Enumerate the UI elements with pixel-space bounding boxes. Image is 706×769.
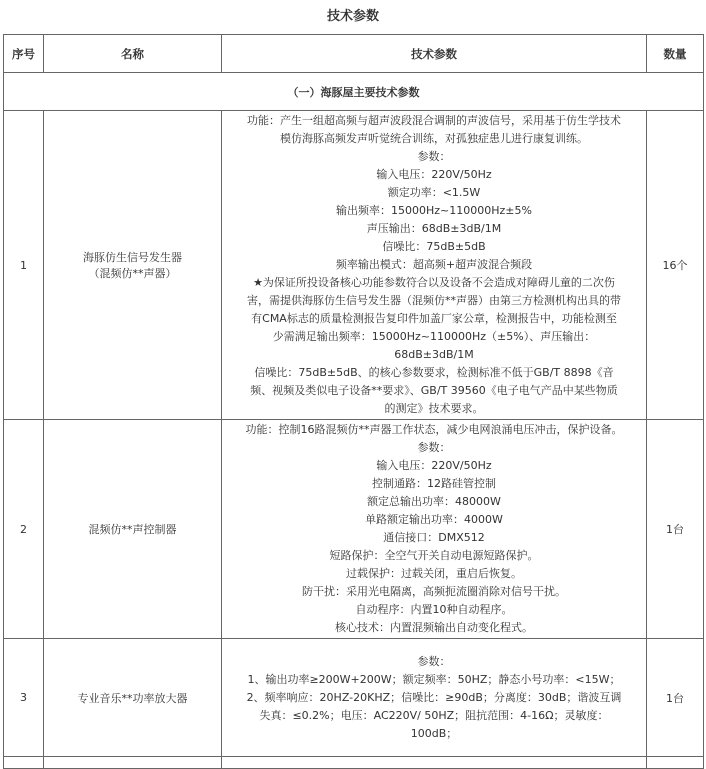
spec-line: 额定功率：<1.5W xyxy=(387,186,481,199)
table-header-row xyxy=(4,35,704,73)
spec-line: 功能：控制16路混频仿**声器工作状态，减少电网浪涌电压冲击，保护设备。 xyxy=(245,423,623,436)
spec-line: 输出频率：15000Hz~110000Hz±5% xyxy=(336,204,532,217)
cell-empty xyxy=(222,757,647,769)
row-spec xyxy=(222,639,647,757)
spec-line: 参数： xyxy=(417,654,451,668)
name-line: 海豚仿生信号发生器 xyxy=(83,251,182,264)
row-name xyxy=(44,639,222,757)
spec-line: 控制通路：12路硅管控制 xyxy=(372,477,496,490)
row-qty: 1台 xyxy=(647,420,704,639)
spec-table xyxy=(3,34,704,769)
spec-line: 2、频率响应：20HZ-20KHZ；信噪比：≥90dB；分离度：30dB；谐波互调 xyxy=(246,690,622,704)
spec-line: 100dB； xyxy=(410,726,458,740)
spec-line: 声压输出：68dB±3dB/1M xyxy=(366,222,502,235)
spec-line: 频、视频及类似电子设备**要求》、GB/T 39560《电子电气产品中某些物质 xyxy=(250,384,618,397)
header-qty: 数量 xyxy=(647,35,704,73)
spec-line: ★为保证所投设备核心功能参数符合以及设备不会造成对障碍儿童的二次伤 xyxy=(253,276,615,289)
table-row xyxy=(4,111,704,420)
row-spec xyxy=(222,111,647,420)
row-no: 2 xyxy=(4,420,44,639)
spec-line: 害，需提供海豚仿生信号发生器（混频仿**声器）由第三方检测机构出具的带 xyxy=(247,294,621,307)
spec-line: 参数： xyxy=(417,150,451,163)
spec-line: 有CMA标志的质量检测报告复印件加盖厂家公章，检测报告中，功能检测至 xyxy=(251,312,617,325)
page-title: 技术参数 xyxy=(326,9,379,24)
spec-line: 信噪比：75dB±5dB、的核心参数要求，检测标准不低于GB/T 8898《音 xyxy=(254,366,614,379)
spec-line: 频率输出模式：超高频+超声波混合频段 xyxy=(335,258,533,271)
spec-line: 防干扰：采用光电隔离，高频扼流圈消除对信号干扰。 xyxy=(302,585,566,598)
spec-line: 输入电压：220V/50Hz xyxy=(376,168,492,181)
cell-empty xyxy=(647,757,704,769)
table-row xyxy=(4,420,704,639)
name-line: （混频仿**声器） xyxy=(88,267,177,280)
section-title: （一）海豚屋主要技术参数 xyxy=(4,73,704,111)
spec-line: 核心技术：内置混频输出自动变化程式。 xyxy=(335,621,533,634)
spec-line: 失真：≤0.2%；电压：AC220V/ 50HZ；阻抗范围：4-16Ω；灵敏度： xyxy=(259,708,609,722)
spec-line: 信噪比：75dB±5dB xyxy=(382,240,486,253)
spec-line: 过载保护：过载关闭，重启后恢复。 xyxy=(346,567,522,580)
spec-line: 通信接口：DMX512 xyxy=(383,531,485,544)
row-name xyxy=(44,420,222,639)
spec-line: 参数： xyxy=(417,441,451,454)
spec-line: 少需满足输出频率：15000Hz~110000Hz（±5%）、声压输出： xyxy=(272,330,596,343)
row-spec xyxy=(222,420,647,639)
header-no: 序号 xyxy=(4,35,44,73)
spec-line: 1、输出功率≥200W+200W；额定频率：50HZ；静态小号功率：<15W； xyxy=(247,672,621,686)
spec-line: 单路额定输出功率：4000W xyxy=(365,513,503,526)
table-row-partial xyxy=(4,757,704,769)
spec-line: 模仿海豚高频发声听觉统合训练，对孤独症患儿进行康复训练。 xyxy=(280,132,588,145)
spec-line: 68dB±3dB/1M xyxy=(394,348,474,361)
row-qty: 16个 xyxy=(647,111,704,420)
row-no: 1 xyxy=(4,111,44,420)
name-line: 专业音乐**功率放大器 xyxy=(77,691,188,705)
cell-empty xyxy=(4,757,44,769)
spec-line: 短路保护：全空气开关自动电源短路保护。 xyxy=(329,549,539,562)
header-name: 名称 xyxy=(44,35,222,73)
cell-empty xyxy=(44,757,222,769)
spec-line: 额定总输出功率：48000W xyxy=(367,495,501,508)
name-line: 混频仿**声控制器 xyxy=(88,523,177,536)
table-row xyxy=(4,639,704,757)
section-row xyxy=(4,73,704,111)
row-name xyxy=(44,111,222,420)
row-no: 3 xyxy=(4,639,44,757)
spec-line: 功能：产生一组超高频与超声波段混合调制的声波信号，采用基于仿生学技术 xyxy=(247,114,621,127)
spec-line: 的测定》技术要求。 xyxy=(384,402,484,415)
spec-line: 自动程序：内置10种自动程序。 xyxy=(355,603,513,616)
spec-line: 输入电压：220V/50Hz xyxy=(376,459,492,472)
row-qty: 1台 xyxy=(647,639,704,757)
header-spec: 技术参数 xyxy=(222,35,647,73)
